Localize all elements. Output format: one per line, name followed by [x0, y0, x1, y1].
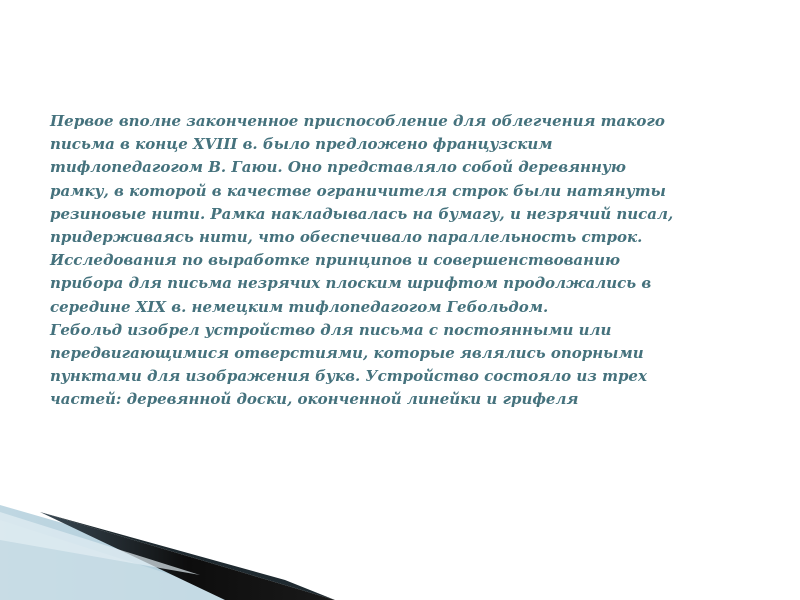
- text-line: пунктами для изображения букв. Устройство состояло из трех: [50, 367, 647, 386]
- text-line: середине XIX в. немецким тифлопедагогом Гебольдом.: [50, 297, 549, 316]
- swoosh-light-hatch: [0, 512, 200, 575]
- swoosh-light-band-2: [0, 520, 250, 600]
- text-line: тифлопедагогом В. Гаюи. Оно представляло собой деревянную: [50, 158, 626, 177]
- swoosh-dark-edge: [40, 512, 335, 600]
- text-line: рамку, в которой в качестве ограничителя строк были натянуты: [50, 181, 666, 200]
- text-line: письма в конце XVIII в. было предложено французским: [50, 135, 553, 154]
- text-line: Первое вполне законченное приспособление для облегчения такого: [50, 112, 665, 130]
- text-line: придерживаясь нити, что обеспечивало параллельность строк.: [50, 228, 643, 247]
- slide-body-text: [50, 110, 750, 412]
- paragraph-1: [50, 110, 750, 319]
- text-line: Гебольд изобрел устройство для письма с постоянными или: [50, 320, 612, 339]
- text-line: передвигающимися отверстиями, которые являлись опорными: [50, 344, 644, 363]
- text-line: частей: деревянной доски, оконченной линейки и грифеля: [50, 390, 579, 409]
- text-line: Исследования по выработке принципов и совершенствованию: [50, 251, 621, 270]
- text-line: прибора для письма незрячих плоским шрифтом продолжались в: [50, 274, 652, 293]
- paragraph-2: [50, 319, 750, 412]
- text-line: резиновые нити. Рамка накладывалась на бумагу, и незрячий писал,: [50, 204, 674, 223]
- swoosh-light-band: [0, 505, 330, 600]
- swoosh-dark-band: [40, 512, 335, 600]
